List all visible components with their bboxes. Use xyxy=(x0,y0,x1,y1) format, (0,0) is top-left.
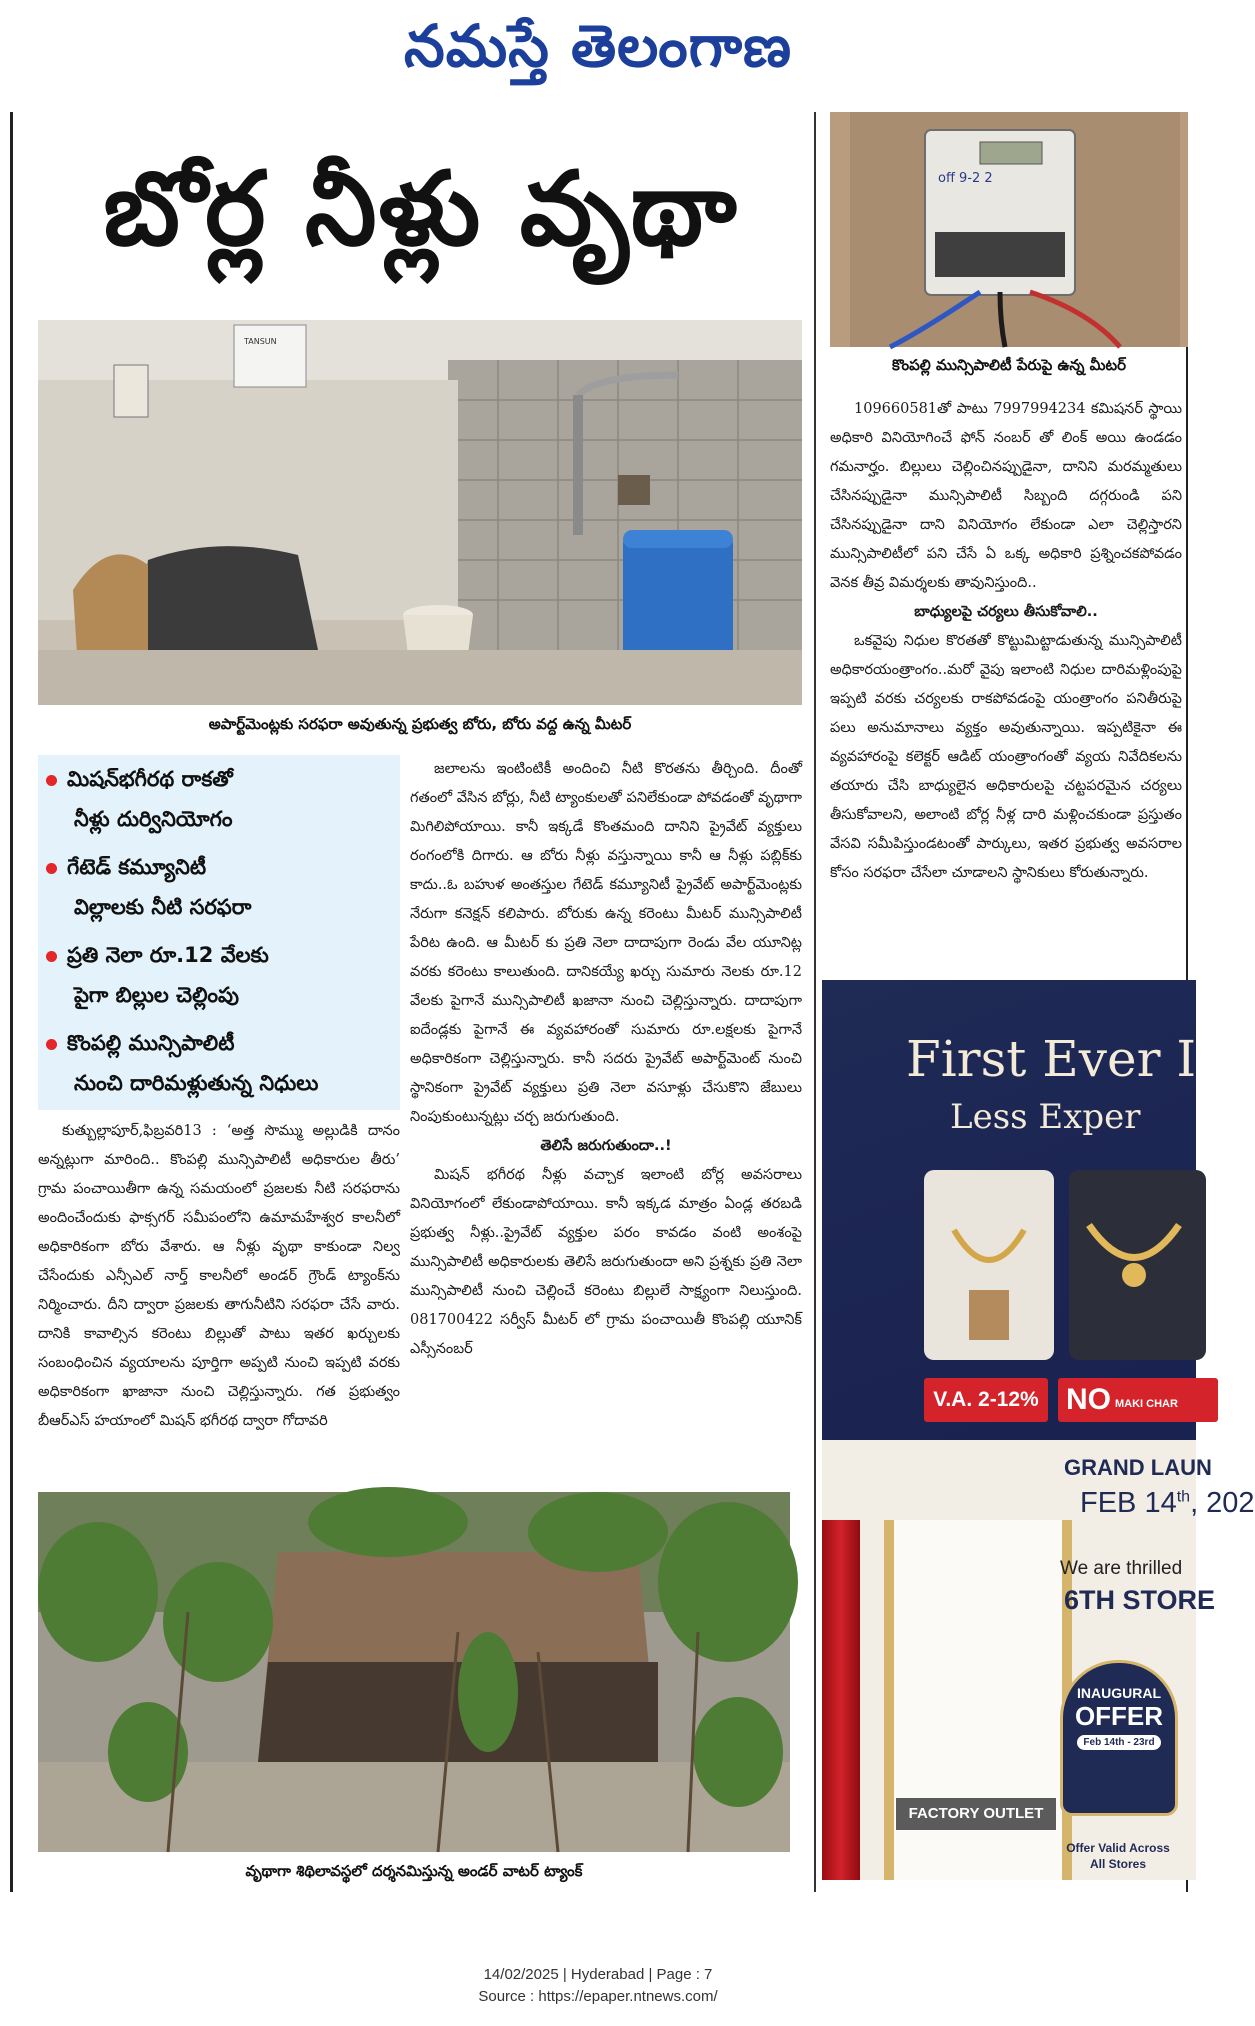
jewellery-photos xyxy=(924,1170,1206,1360)
left-rule xyxy=(10,112,13,1892)
article-column-2 xyxy=(410,755,802,1477)
bullet-icon xyxy=(46,951,57,962)
tank-caption: వృథాగా శిథిలావస్థలో దర్శనమిస్తున్న అండర్ వాటర్ ట్యాంక్ xyxy=(245,1862,583,1880)
article-paragraph: కుత్బుల్లాపూర్,ఫిబ్రవరి13 : ‘అత్త సొమ్ము అల్లుడికి దానం అన్నట్లుగా మారింది.. కొంపల్లి మున్సిపాలిటీ అధికారుల తీరు’ గ్రామ పంచాయితీగా ఉన్న సమయంలో ప్రజలకు నీటి సరఫరాను అందించేందుకు ఫాక్సగర్ సమీపంలోని ఉమామహేశ్వర కాలనీలో అధికారికంగా బోరు వేశారు. ఆ నీళ్లు వృథా కాకుండా నిల్వ చేసేందుకు ఎన్సీఎల్ నార్త్ కాలనీలో అండర్ గ్రౌండ్ ట్యాంక్‌ను నిర్మించారు. దీని ద్వారా ప్రజలకు తాగునీటిని సరఫరా చేసే వారు. దానికి కావాల్సిన కరెంటు బిల్లుతో పాటు ఇతర ఖర్చులకు సంబంధించిన వ్యయాలను పూర్తిగా అప్పటి నుంచి ఇప్పటి వరకు అధికారికంగా ఖాజానా నుంచి చెల్లిస్తున్నారు. గత ప్రభుత్వం బీఆర్‌ఎస్ హయాంలో మిషన్ భగీరథ ద్వారా గోదావరి xyxy=(38,1123,400,1429)
page-footer xyxy=(0,1964,1196,2008)
borewell-caption: అపార్ట్‌మెంట్లకు సరఫరా అవుతున్న ప్రభుత్వ బోరు, బోరు వద్ద ఉన్న మీటర్ xyxy=(208,715,632,733)
ad-title: First Ever I xyxy=(906,1030,1197,1088)
headline: బోర్ల నీళ్లు వృథా xyxy=(103,150,739,269)
bullet-icon xyxy=(46,1039,57,1050)
meter-label-text: off 9-2 2 xyxy=(938,171,993,186)
no-making-badge: NO MAKI CHAR xyxy=(1058,1378,1218,1422)
meter-caption: కొంపల్లి మున్సిపాలిటీ పేరుపై ఉన్న మీటర్ xyxy=(892,356,1126,374)
key-point: గేటెడ్ కమ్యూనిటీ విల్లాలకు నీటి సరఫరా xyxy=(46,847,396,927)
ad-subtitle: Less Exper xyxy=(950,1097,1141,1137)
inaugural-offer-badge: INAUGURAL OFFER Feb 14th - 23rd xyxy=(1060,1660,1178,1816)
article-paragraph: జలాలను ఇంటింటికీ అందించి నీటి కొరతను తీర్చింది. దీంతో గతంలో వేసిన బోర్లు, నీటి ట్యాంకులతో పనిలేకుండా పోవడంతో వృథాగా మిగిలిపోయాయి. కానీ ఇక్కడే కొంతమంది దానిని ప్రైవేట్ వ్యక్తులు రంగంలోకి దిగారు. ఆ బోరు నీళ్లు వస్తున్నాయి కానీ ఆ నీళ్లు పబ్లిక్‌కు కాదు..ఓ బహుళ అంతస్తుల గేటెడ్ కమ్యూనిటీ ప్రైవేట్ అపార్ట్‌మెంట్లకు నేరుగా కనెక్షన్ కలిపారు. బోరుకు ఉన్న కరెంటు మీటర్ మున్సిపాలిటీ పేరిట ఉంది. ఆ మీటర్ కు ప్రతి నెలా దాదాపుగా రెండు వేల యూనిట్ల వరకు కరెంటు కాలుతుంది. దానికయ్యే ఖర్చు సుమారు నెలకు రూ.12 వేలకు పైగానే మున్సిపాలిటీ ఖజానా నుంచి చెల్లిస్తున్నారు. దాదాపుగా ఐదేండ్లకు పైగానే ఈ వ్యవహారంతో సుమారు రూ.లక్షలకు పైగానే అధికారికంగా చెల్లిస్తున్నారు. కానీ సదరు ప్రైవేట్ అపార్ట్‌మెంట్ నుంచి స్థానికంగా ప్రైవేట్ వ్యక్తులు ప్రతి నెలా వసూళ్లు చేసుకొని జేబులు నింపుకుంటున్నట్లు చర్చ జరుగుతుంది. xyxy=(410,761,802,1125)
va-badge: V.A. 2-12% xyxy=(924,1378,1048,1422)
article-paragraph: మిషన్ భగీరథ నీళ్లు వచ్చాక ఇలాంటి బోర్ల అవసరాలు వినియోగంలో లేకుండాపోయాయి. కానీ ఇక్కడ మాత్రం ఏండ్ల తరబడి ప్రభుత్వ నీళ్లు..ప్రైవేట్ వ్యక్తుల పరం కావడం వంటి అంశంపై మున్సిపాలిటీ అధికారులకు తెలిసే జరుగుతుందా అని ప్రశ్నకు ప్రతి నెలా మున్సిపాలిటీ నుంచి చెల్లించే కరెంటు బిల్లులే సాక్ష్యంగా నిలుస్తుంది. 081700422 సర్వీస్ మీటర్ లో గ్రామ పంచాయితీ కొంపల్లి యూనిక్ ఎస్సీనంబర్ xyxy=(410,1167,802,1357)
store-count-text: 6TH STORE xyxy=(1064,1585,1216,1615)
launch-date: FEB 14th, 202 xyxy=(1080,1487,1255,1519)
article-paragraph: 109660581తో పాటు 7997994234 కమిషనర్ స్థాయి అధికారి వినియోగించే ఫోన్ నంబర్ తో లింక్ అయి ఉండడం గమనార్హం. బిల్లులు చెల్లించినప్పుడైనా, దానిని మరమ్మతులు చేసినప్పుడైనా మున్సిపాలిటీ సిబ్బంది దగ్గరుండి పని చేసినప్పుడైనా దాని వినియోగం లేకుండా ఎలా చెల్లిస్తారని మున్సిపాలిటీలో పని చేసే ఏ ఒక్క అధికారి ప్రశ్నించకపోవడం వెనక తీవ్ర విమర్శలకు తావునిస్తుంది.. xyxy=(830,401,1182,591)
borewell-photo xyxy=(38,320,802,705)
key-point: మిషన్‌భగీరథ రాకతో నీళ్లు దుర్వినియోగం xyxy=(46,759,396,839)
article-column-1 xyxy=(38,1117,400,1477)
key-point: ప్రతి నెలా రూ.12 వేలకు పైగా బిల్లుల చెల్లింపు xyxy=(46,935,396,1015)
factory-outlet-label: FACTORY OUTLET xyxy=(896,1798,1056,1830)
key-points-box xyxy=(38,755,400,1110)
meter-photo xyxy=(830,112,1188,347)
article-column-3 xyxy=(830,395,1182,965)
tank-photo xyxy=(38,1492,790,1852)
footer-date-line: 14/02/2025 | Hyderabad | Page : 7 xyxy=(483,1966,713,1983)
key-point: కొంపల్లి మున్సిపాలిటీ నుంచి దారిమళ్లుతున్న నిధులు xyxy=(46,1023,396,1103)
column-divider xyxy=(814,112,816,1892)
jewellery-advertisement[interactable] xyxy=(822,980,1255,1880)
thrilled-text: We are thrilled xyxy=(1060,1558,1183,1579)
bullet-icon xyxy=(46,775,57,786)
curtain-graphic xyxy=(822,1520,860,1880)
masthead-title: నమస్తే తెలంగాణ xyxy=(404,12,792,80)
offer-valid-text: Offer Valid Across All Stores xyxy=(1066,1841,1170,1871)
section-subhead: బాధ్యులపై చర్యలు తీసుకోవాలి.. xyxy=(914,604,1098,620)
section-subhead: తెలిసే జరుగుతుందా..! xyxy=(540,1138,672,1154)
grand-launch-text: GRAND LAUN xyxy=(1064,1455,1212,1480)
drum-brand-text: TANSUN xyxy=(244,337,277,346)
article-paragraph: ఒకవైపు నిధుల కొరతతో కొట్టుమిట్టాడుతున్న మున్సిపాలిటీ అధికారయంత్రాంగం..మరో వైపు ఇలాంటి నిధుల దారిమళ్లింపుపై ఇప్పటి వరకు చర్యలకు రాకపోవడంపై యంత్రాంగం పనితీరుపై పలు అనుమానాలు వ్యక్తం అవుతున్నాయి. ఇప్పటికైనా ఈ వ్యవహారంపై కలెక్టర్ ఆడిట్ యంత్రాంగంతో వ్యయ నివేదికలను తయారు చేసి బాధ్యులైన అధికారులపై చట్టపరమైన చర్యలు తీసుకోవాలని, అలాంటి బోర్ల నీళ్ల దారి మళ్లించకుండా ప్రస్తుతం వేసవి సమీపిస్తుండటంతో పార్కులు, ఇతర ప్రభుత్వ అవసరాల కోసం సరఫరా చేసేలా చూడాలని స్థానికులు కోరుతున్నారు. xyxy=(830,633,1182,881)
bullet-icon xyxy=(46,863,57,874)
footer-source-line[interactable]: Source : https://epaper.ntnews.com/ xyxy=(478,1988,718,2005)
